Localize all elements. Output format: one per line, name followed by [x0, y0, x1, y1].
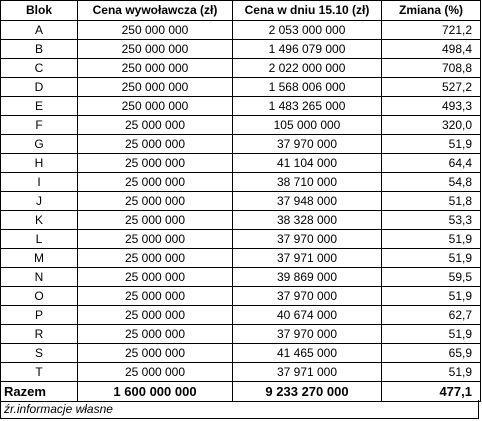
cell-block: C — [1, 59, 78, 78]
cell-price-on-date: 37 970 000 — [233, 287, 382, 306]
table-row — [1, 78, 481, 97]
cell-change-percent: 51,8 — [382, 192, 481, 211]
cell-block: N — [1, 268, 78, 287]
cell-block: E — [1, 97, 78, 116]
table-row — [1, 59, 481, 78]
cell-change-percent: 51,9 — [382, 287, 481, 306]
cell-block: K — [1, 211, 78, 230]
table-row — [1, 325, 481, 344]
cell-price-on-date: 2 022 000 000 — [233, 59, 382, 78]
cell-starting-price: 250 000 000 — [78, 59, 233, 78]
cell-starting-price: 250 000 000 — [78, 21, 233, 40]
cell-change-percent: 65,9 — [382, 344, 481, 363]
cell-starting-price: 25 000 000 — [78, 135, 233, 154]
cell-starting-price: 25 000 000 — [78, 325, 233, 344]
table-row — [1, 154, 481, 173]
table-row — [1, 268, 481, 287]
cell-change-percent: 708,8 — [382, 59, 481, 78]
cell-price-on-date: 37 970 000 — [233, 135, 382, 154]
header-price-on-date: Cena w dniu 15.10 (zł) — [233, 1, 382, 21]
table-header-row — [1, 1, 481, 21]
table-row — [1, 306, 481, 325]
cell-block: A — [1, 21, 78, 40]
table-row — [1, 21, 481, 40]
cell-block: M — [1, 249, 78, 268]
cell-change-percent: 320,0 — [382, 116, 481, 135]
cell-price-on-date: 37 970 000 — [233, 325, 382, 344]
cell-price-on-date: 105 000 000 — [233, 116, 382, 135]
cell-block: R — [1, 325, 78, 344]
total-price-on-date: 9 233 270 000 — [233, 382, 382, 402]
cell-block: F — [1, 116, 78, 135]
cell-price-on-date: 1 496 079 000 — [233, 40, 382, 59]
table-row — [1, 230, 481, 249]
cell-change-percent: 51,9 — [382, 135, 481, 154]
cell-change-percent: 53,3 — [382, 211, 481, 230]
cell-starting-price: 25 000 000 — [78, 192, 233, 211]
table-body — [1, 21, 481, 382]
table-row — [1, 287, 481, 306]
cell-change-percent: 51,9 — [382, 249, 481, 268]
cell-change-percent: 51,9 — [382, 363, 481, 382]
header-starting-price: Cena wywoławcza (zł) — [78, 1, 233, 21]
cell-block: J — [1, 192, 78, 211]
cell-starting-price: 25 000 000 — [78, 173, 233, 192]
cell-change-percent: 527,2 — [382, 78, 481, 97]
cell-price-on-date: 37 971 000 — [233, 363, 382, 382]
table-row — [1, 116, 481, 135]
cell-price-on-date: 1 483 265 000 — [233, 97, 382, 116]
table-row — [1, 173, 481, 192]
table-row — [1, 363, 481, 382]
table-row — [1, 135, 481, 154]
cell-starting-price: 250 000 000 — [78, 78, 233, 97]
cell-price-on-date: 37 971 000 — [233, 249, 382, 268]
header-change-percent: Zmiana (%) — [382, 1, 481, 21]
cell-starting-price: 25 000 000 — [78, 154, 233, 173]
table-row — [1, 211, 481, 230]
cell-price-on-date: 39 869 000 — [233, 268, 382, 287]
cell-price-on-date: 1 568 006 000 — [233, 78, 382, 97]
source-note: źr.informacje własne — [0, 400, 479, 419]
cell-change-percent: 59,5 — [382, 268, 481, 287]
cell-block: S — [1, 344, 78, 363]
cell-price-on-date: 38 710 000 — [233, 173, 382, 192]
cell-change-percent: 54,8 — [382, 173, 481, 192]
total-change-percent: 477,1 — [382, 382, 481, 402]
cell-starting-price: 25 000 000 — [78, 211, 233, 230]
cell-starting-price: 25 000 000 — [78, 268, 233, 287]
cell-change-percent: 721,2 — [382, 21, 481, 40]
cell-price-on-date: 37 970 000 — [233, 230, 382, 249]
cell-starting-price: 25 000 000 — [78, 344, 233, 363]
cell-change-percent: 62,7 — [382, 306, 481, 325]
cell-block: H — [1, 154, 78, 173]
cell-price-on-date: 2 053 000 000 — [233, 21, 382, 40]
cell-starting-price: 25 000 000 — [78, 363, 233, 382]
cell-starting-price: 25 000 000 — [78, 287, 233, 306]
header-block: Blok — [1, 1, 78, 21]
total-row — [1, 382, 481, 402]
total-starting-price: 1 600 000 000 — [78, 382, 233, 402]
cell-block: D — [1, 78, 78, 97]
cell-change-percent: 64,4 — [382, 154, 481, 173]
cell-block: B — [1, 40, 78, 59]
cell-starting-price: 25 000 000 — [78, 249, 233, 268]
cell-block: O — [1, 287, 78, 306]
cell-starting-price: 25 000 000 — [78, 230, 233, 249]
cell-change-percent: 51,9 — [382, 230, 481, 249]
cell-change-percent: 498,4 — [382, 40, 481, 59]
cell-price-on-date: 40 674 000 — [233, 306, 382, 325]
table-row — [1, 192, 481, 211]
cell-change-percent: 51,9 — [382, 325, 481, 344]
cell-starting-price: 25 000 000 — [78, 116, 233, 135]
cell-block: L — [1, 230, 78, 249]
table-row — [1, 344, 481, 363]
total-label: Razem — [1, 382, 78, 402]
cell-starting-price: 25 000 000 — [78, 306, 233, 325]
cell-price-on-date: 38 328 000 — [233, 211, 382, 230]
cell-starting-price: 250 000 000 — [78, 97, 233, 116]
cell-block: G — [1, 135, 78, 154]
cell-block: P — [1, 306, 78, 325]
cell-block: T — [1, 363, 78, 382]
cell-price-on-date: 41 104 000 — [233, 154, 382, 173]
cell-price-on-date: 41 465 000 — [233, 344, 382, 363]
cell-starting-price: 250 000 000 — [78, 40, 233, 59]
cell-price-on-date: 37 948 000 — [233, 192, 382, 211]
table-row — [1, 97, 481, 116]
table-row — [1, 40, 481, 59]
cell-change-percent: 493,3 — [382, 97, 481, 116]
cell-block: I — [1, 173, 78, 192]
table-row — [1, 249, 481, 268]
